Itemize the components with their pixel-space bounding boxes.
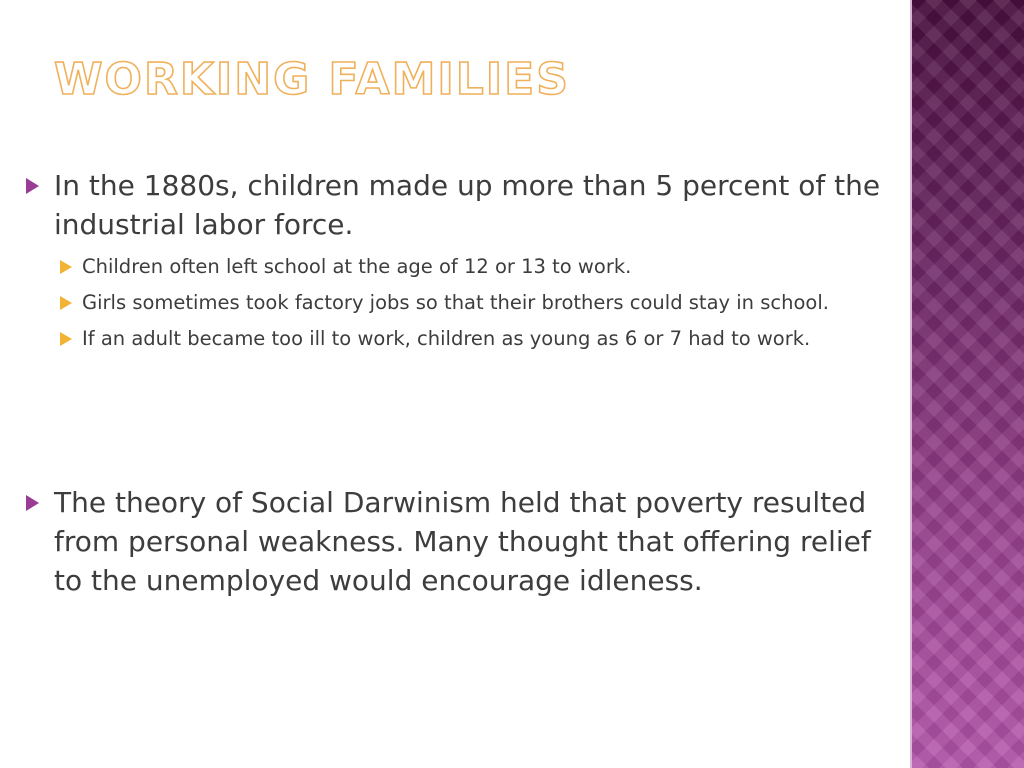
sub-bullet-item bbox=[54, 252, 904, 281]
bullet-text: In the 1880s, children made up more than 5 percent of the industrial labor force. bbox=[54, 169, 881, 241]
bullet-item-child-labor bbox=[24, 166, 904, 353]
bullet-item-social-darwinism bbox=[24, 483, 904, 600]
decorative-sidebar bbox=[912, 0, 1024, 768]
bullet-list-bottom bbox=[24, 483, 904, 600]
sub-bullet-text: Girls sometimes took factory jobs so that their brothers could stay in school. bbox=[82, 291, 829, 314]
triangle-right-icon bbox=[26, 178, 39, 194]
sub-bullet-item bbox=[54, 324, 904, 353]
triangle-right-icon bbox=[26, 495, 39, 511]
triangle-right-icon bbox=[60, 332, 72, 346]
sub-bullet-list bbox=[54, 252, 904, 353]
sub-bullet-text: If an adult became too ill to work, children as young as 6 or 7 had to work. bbox=[82, 327, 811, 350]
sub-bullet-item bbox=[54, 288, 904, 317]
bullet-list-top bbox=[24, 166, 904, 360]
triangle-right-icon bbox=[60, 260, 72, 274]
triangle-right-icon bbox=[60, 296, 72, 310]
bullet-text: The theory of Social Darwinism held that poverty resulted from personal weakness. Many thought that offering relief to the unemployed would encourage idleness. bbox=[54, 486, 871, 597]
sub-bullet-text: Children often left school at the age of 12 or 13 to work. bbox=[82, 255, 632, 278]
slide-title: WORKING FAMILIES bbox=[54, 54, 570, 105]
